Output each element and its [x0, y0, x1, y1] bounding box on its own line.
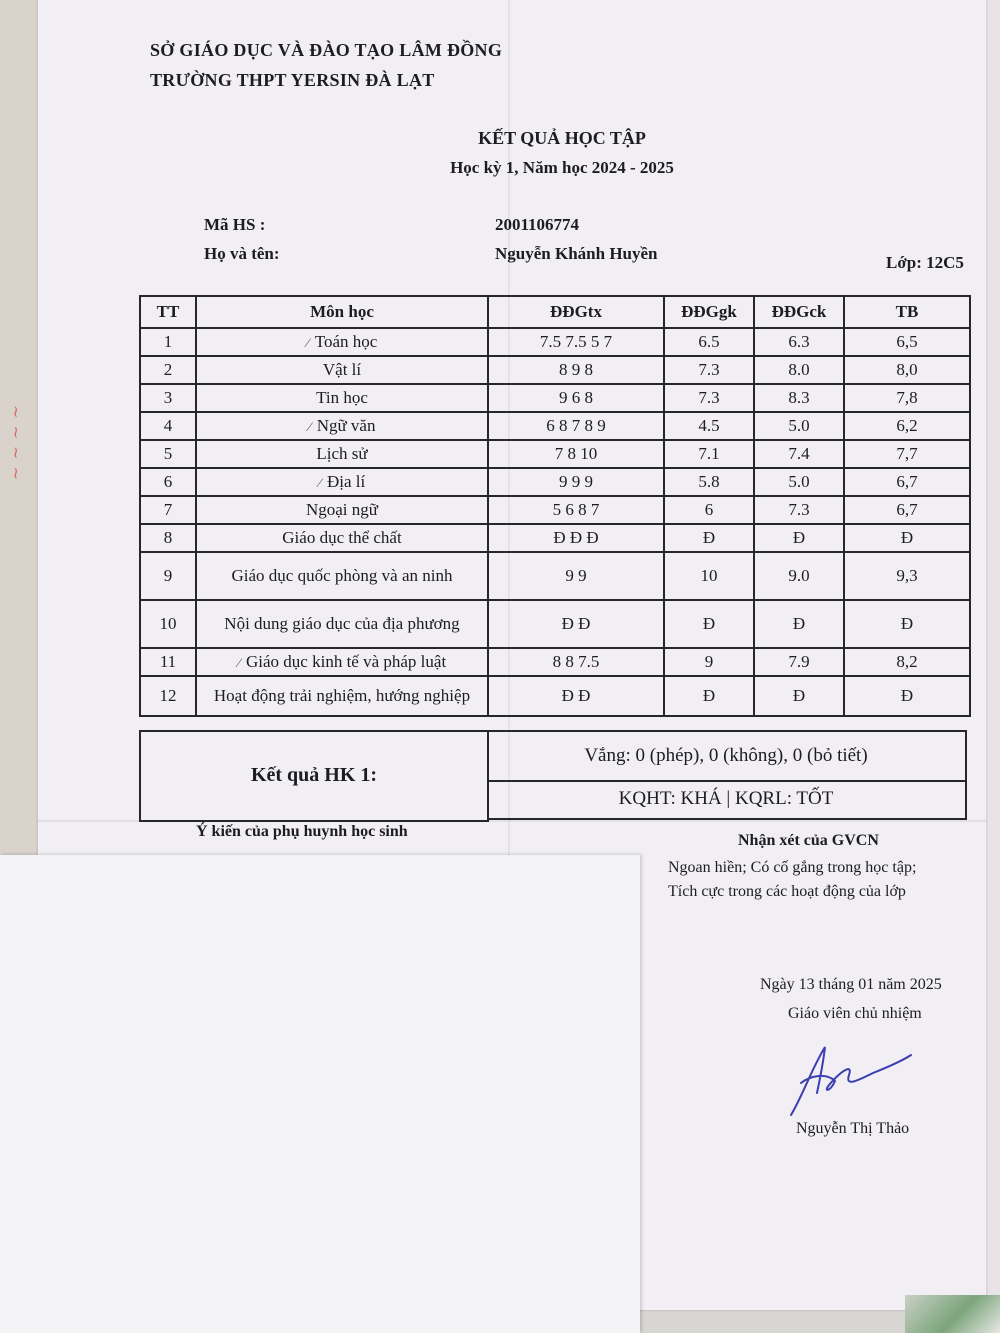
grades-table: [139, 295, 971, 717]
subject-name: Giáo dục quốc phòng và an ninh: [196, 552, 488, 600]
score-tx: Đ Đ: [488, 600, 664, 648]
teacher-comment-label: Nhận xét của GVCN: [738, 832, 879, 849]
table-row: [140, 600, 970, 648]
table-row: [140, 468, 970, 496]
subject-name: [196, 328, 488, 356]
score-tb: 6,7: [844, 496, 970, 524]
document-subtitle: Học kỳ 1, Năm học 2024 - 2025: [450, 158, 674, 177]
score-gk: Đ: [664, 600, 754, 648]
table-row: [140, 440, 970, 468]
student-name-value: Nguyễn Khánh Huyền: [495, 244, 658, 263]
score-ck: Đ: [754, 524, 844, 552]
score-gk: 9: [664, 648, 754, 676]
teacher-comment-line-2: Tích cực trong các hoạt động của lớp: [668, 883, 906, 900]
score-gk: 7.3: [664, 384, 754, 412]
score-tb: 6,5: [844, 328, 970, 356]
row-number: 3: [140, 384, 196, 412]
subject-label: Giáo dục kinh tế và pháp luật: [246, 652, 447, 671]
score-tb: 7,7: [844, 440, 970, 468]
student-class: Lớp: 12C5: [886, 253, 964, 272]
table-row: [140, 356, 970, 384]
header-tb: TB: [844, 296, 970, 328]
table-header-row: [140, 296, 970, 328]
overlapping-blank-sheet: [0, 855, 640, 1333]
header-ddgtx: ĐĐGtx: [488, 296, 664, 328]
row-number: 4: [140, 412, 196, 440]
score-gk: 6: [664, 496, 754, 524]
row-number: 9: [140, 552, 196, 600]
score-ck: 7.4: [754, 440, 844, 468]
student-id-value: 2001106774: [495, 215, 580, 234]
score-gk: 10: [664, 552, 754, 600]
score-tb: 6,7: [844, 468, 970, 496]
score-ck: 5.0: [754, 412, 844, 440]
parent-comment-label: Ý kiến của phụ huynh học sinh: [196, 823, 408, 840]
subject-name: [196, 468, 488, 496]
table-row: [140, 328, 970, 356]
corner-sticker: [905, 1295, 1000, 1333]
subject-label: Địa lí: [326, 472, 366, 491]
teacher-title: Giáo viên chủ nhiệm: [788, 1005, 922, 1022]
score-gk: Đ: [664, 676, 754, 716]
student-id-label: Mã HS :: [204, 215, 266, 234]
score-ck: 8.0: [754, 356, 844, 384]
absence-summary: Vắng: 0 (phép), 0 (không), 0 (bỏ tiết): [487, 730, 967, 782]
score-tx: 8 8 7.5: [488, 648, 664, 676]
summary-label-cell: [139, 730, 489, 822]
school-name: TRƯỜNG THPT YERSIN ĐÀ LẠT: [150, 70, 435, 90]
score-ck: Đ: [754, 676, 844, 716]
row-number: 2: [140, 356, 196, 384]
score-gk: 7.3: [664, 356, 754, 384]
document-title: KẾT QUẢ HỌC TẬP: [478, 128, 646, 148]
pen-tick-mark: ⁄: [308, 419, 311, 434]
subject-label: Toán học: [314, 332, 378, 351]
header-ddgck: ĐĐGck: [754, 296, 844, 328]
score-ck: 7.9: [754, 648, 844, 676]
table-row: [140, 648, 970, 676]
subject-name: [196, 648, 488, 676]
table-row: [140, 384, 970, 412]
background-surface-right: [985, 0, 1000, 1333]
teacher-name: Nguyễn Thị Thảo: [796, 1120, 910, 1137]
subject-label: Ngữ văn: [316, 416, 376, 435]
score-tb: 7,8: [844, 384, 970, 412]
score-tx: 8 9 8: [488, 356, 664, 384]
score-ck: Đ: [754, 600, 844, 648]
header-subject: Môn học: [196, 296, 488, 328]
score-tb: Đ: [844, 676, 970, 716]
score-ck: 9.0: [754, 552, 844, 600]
pen-tick-mark: ⁄: [318, 475, 321, 490]
row-number: 7: [140, 496, 196, 524]
score-tx: 5 6 8 7: [488, 496, 664, 524]
row-number: 10: [140, 600, 196, 648]
row-number: 8: [140, 524, 196, 552]
row-number: 12: [140, 676, 196, 716]
row-number: 11: [140, 648, 196, 676]
subject-name: Nội dung giáo dục của địa phương: [196, 600, 488, 648]
subject-name: Vật lí: [196, 356, 488, 384]
score-tx: 7 8 10: [488, 440, 664, 468]
subject-name: Lịch sử: [196, 440, 488, 468]
score-gk: 5.8: [664, 468, 754, 496]
score-tx: Đ Đ Đ: [488, 524, 664, 552]
subject-name: Tin học: [196, 384, 488, 412]
score-tb: 6,2: [844, 412, 970, 440]
score-gk: 4.5: [664, 412, 754, 440]
score-tb: 8,2: [844, 648, 970, 676]
teacher-signature: [783, 1035, 923, 1120]
score-gk: 7.1: [664, 440, 754, 468]
subject-name: [196, 412, 488, 440]
table-row: [140, 524, 970, 552]
score-tx: 9 6 8: [488, 384, 664, 412]
score-tb: Đ: [844, 600, 970, 648]
score-gk: 6.5: [664, 328, 754, 356]
table-row: [140, 676, 970, 716]
summary-label: Kết quả HK 1:: [250, 764, 378, 786]
score-tb: Đ: [844, 524, 970, 552]
result-summary: KQHT: KHÁ | KQRL: TỐT: [487, 780, 967, 820]
student-name-label: Họ và tên:: [204, 244, 280, 263]
issue-date: Ngày 13 tháng 01 năm 2025: [760, 976, 942, 993]
score-gk: Đ: [664, 524, 754, 552]
score-ck: 7.3: [754, 496, 844, 524]
pen-tick-mark: ⁄: [306, 335, 309, 350]
pen-tick-mark: ⁄: [237, 655, 240, 670]
score-tb: 8,0: [844, 356, 970, 384]
table-row: [140, 496, 970, 524]
score-tx: 9 9: [488, 552, 664, 600]
score-ck: 5.0: [754, 468, 844, 496]
score-ck: 6.3: [754, 328, 844, 356]
row-number: 5: [140, 440, 196, 468]
score-tb: 9,3: [844, 552, 970, 600]
header-ddggk: ĐĐGgk: [664, 296, 754, 328]
red-handwriting-mark: ~ ~ ~ ~: [6, 404, 25, 480]
score-tx: 6 8 7 8 9: [488, 412, 664, 440]
header-tt: TT: [140, 296, 196, 328]
subject-name: Ngoại ngữ: [196, 496, 488, 524]
semester-summary: [139, 730, 969, 822]
teacher-comment: [668, 856, 978, 904]
score-tx: 7.5 7.5 5 7: [488, 328, 664, 356]
subject-name: Giáo dục thể chất: [196, 524, 488, 552]
score-tx: 9 9 9: [488, 468, 664, 496]
table-row: [140, 412, 970, 440]
subject-name: Hoạt động trải nghiệm, hướng nghiệp: [196, 676, 488, 716]
teacher-comment-line-1: Ngoan hiền; Có cố gắng trong học tập;: [668, 859, 917, 876]
score-tx: Đ Đ: [488, 676, 664, 716]
table-row: [140, 552, 970, 600]
row-number: 1: [140, 328, 196, 356]
row-number: 6: [140, 468, 196, 496]
score-ck: 8.3: [754, 384, 844, 412]
department-name: SỞ GIÁO DỤC VÀ ĐÀO TẠO LÂM ĐỒNG: [150, 40, 503, 60]
